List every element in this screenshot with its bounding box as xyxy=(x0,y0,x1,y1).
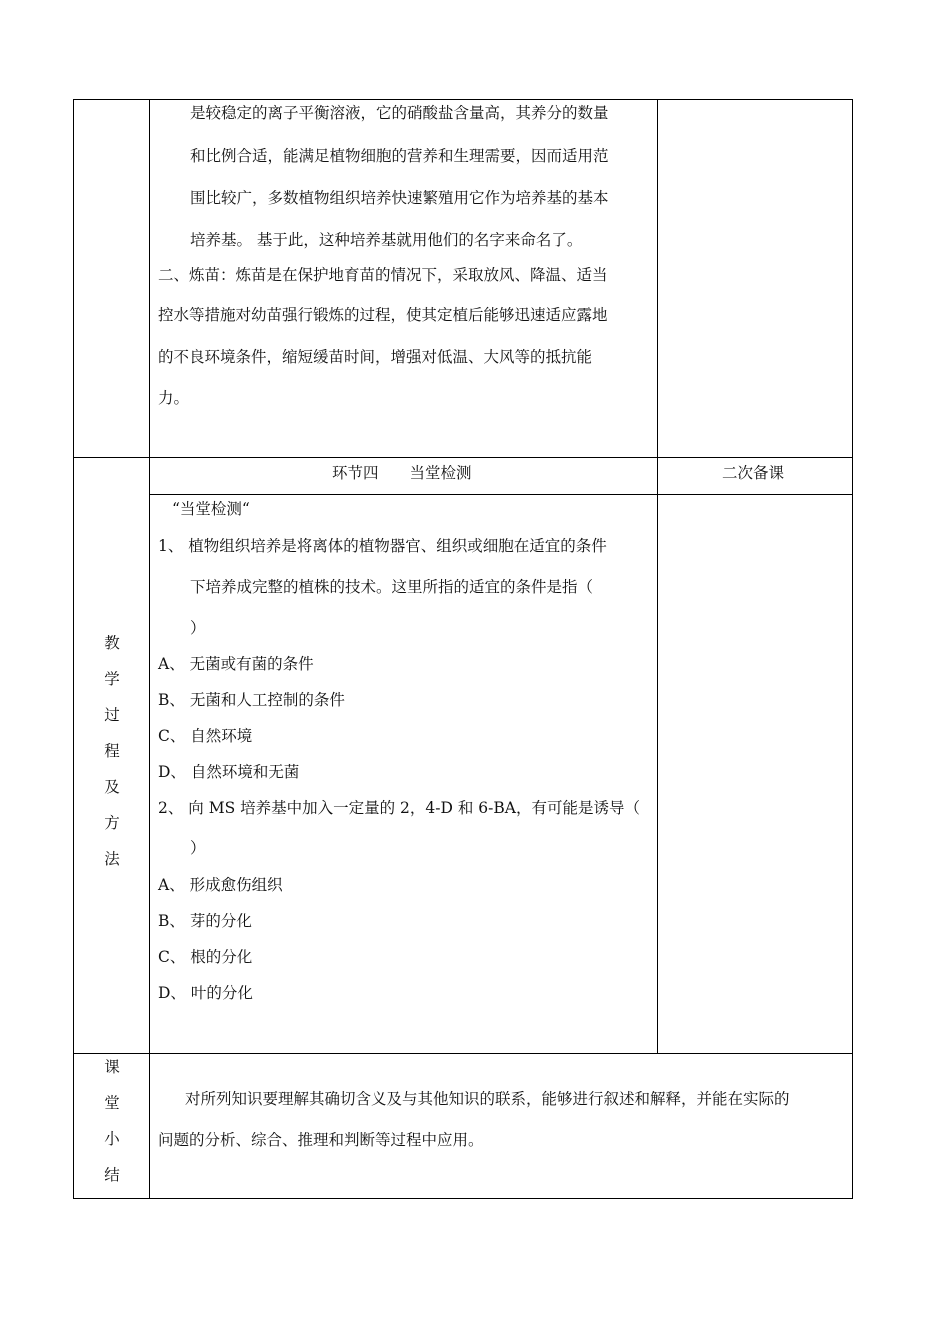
notes-column-divider xyxy=(657,99,658,1054)
section1-line-7: 的不良环境条件，缩短缓苗时间，增强对低温、大风等的抵抗能 xyxy=(158,348,593,366)
option-2a: A、 形成愈伤组织 xyxy=(158,876,283,894)
row-divider-2 xyxy=(73,1053,853,1054)
section1-line-6: 控水等措施对幼苗强行锻炼的过程，使其定植后能够迅速适应露地 xyxy=(158,306,608,324)
section1-line-1: 是较稳定的离子平衡溶液，它的硝酸盐含量高，其养分的数量 xyxy=(190,104,609,122)
section1-line-8: 力。 xyxy=(158,389,190,407)
row-divider-1 xyxy=(73,457,853,458)
vertical-label-char: 方 xyxy=(104,814,120,832)
summary-label-char: 结 xyxy=(104,1166,120,1184)
section-header-title: 环节四 当堂检测 xyxy=(332,464,472,482)
vertical-label-char: 学 xyxy=(104,670,120,688)
option-2b: B、 芽的分化 xyxy=(158,912,252,930)
notes-column-header: 二次备课 xyxy=(722,464,785,482)
table-bottom-border xyxy=(73,1198,853,1199)
table-right-border xyxy=(852,99,853,1199)
summary-label-char: 堂 xyxy=(104,1094,120,1112)
option-2c: C、 根的分化 xyxy=(158,948,253,966)
option-1b: B、 无菌和人工控制的条件 xyxy=(158,691,345,709)
vertical-label-char: 教 xyxy=(104,634,120,652)
section1-line-5: 二、炼苗：炼苗是在保护地育苗的情况下，采取放风、降温、适当 xyxy=(158,266,608,284)
vertical-label-char: 法 xyxy=(104,850,120,868)
question-1-cont: 下培养成完整的植株的技术。这里所指的适宜的条件是指（ xyxy=(190,578,594,596)
option-1c: C、 自然环境 xyxy=(158,727,253,745)
option-2d: D、 叶的分化 xyxy=(158,984,253,1002)
quiz-title: “当堂检测“ xyxy=(172,500,250,518)
vertical-label-char: 及 xyxy=(104,778,120,796)
table-top-border xyxy=(73,99,853,100)
option-1d: D、 自然环境和无菌 xyxy=(158,763,300,781)
section1-line-3: 围比较广，多数植物组织培养快速繁殖用它作为培养基的基本 xyxy=(190,189,609,207)
vertical-label-char: 程 xyxy=(104,742,120,760)
question-1-paren: ） xyxy=(190,619,206,637)
question-1: 1、 植物组织培养是将离体的植物器官、组织或细胞在适宜的条件 xyxy=(158,537,607,555)
summary-line-2: 问题的分析、综合、推理和判断等过程中应用。 xyxy=(158,1131,484,1149)
summary-label-char: 小 xyxy=(104,1130,120,1148)
summary-line-1: 对所列知识要理解其确切含义及与其他知识的联系，能够进行叙述和解释，并能在实际的 xyxy=(185,1090,790,1108)
question-2: 2、 向 MS 培养基中加入一定量的 2，4-D 和 6-BA，有可能是诱导（ xyxy=(158,799,640,817)
header-divider xyxy=(149,494,853,495)
section1-line-4: 培养基。 基于此，这种培养基就用他们的名字来命名了。 xyxy=(190,231,583,249)
section1-line-2: 和比例合适，能满足植物细胞的营养和生理需要，因而适用范 xyxy=(190,147,609,165)
option-1a: A、 无菌或有菌的条件 xyxy=(158,655,314,673)
question-2-paren: ） xyxy=(190,839,206,857)
summary-label-char: 课 xyxy=(104,1058,120,1076)
vertical-label-char: 过 xyxy=(104,706,120,724)
